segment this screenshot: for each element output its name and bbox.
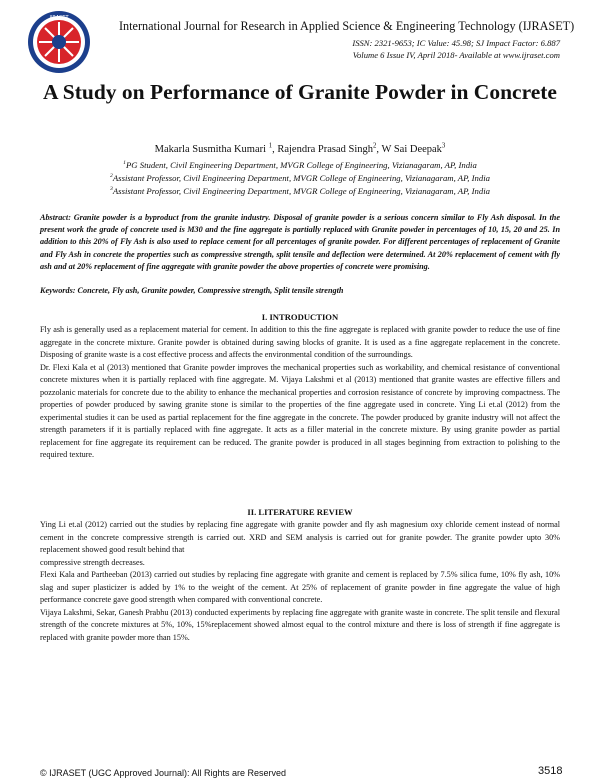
copyright-footer: © IJRASET (UGC Approved Journal): All Rights are Reserved [40,768,287,778]
affiliation [40,173,560,183]
affiliation-text: Assistant Professor, Civil Engineering Department, MVGR College of Engineering, Vizianagaram, AP, India [112,173,490,183]
affiliation-mark: 3 [110,186,113,193]
author-name: W Sai Deepak [381,144,442,155]
literature-review-body [40,519,560,644]
introduction-body [40,324,560,462]
paragraph: Ying Li et.al (2012) carried out the studies by replacing fine aggregate with granite powder and fly ash magnesium oxy chloride cement instead of normal cement in the concrete compressive strength is carried out. XRD and SEM analysis is carried out for granite powder. The granite powder upto 30% replacement showed good result behind that [40,520,560,554]
paragraph: Vijaya Lakshmi, Sekar, Ganesh Prabhu (2013) conducted experiments by replacing fine aggregate with granite waste in concrete. The split tensile and flexural strength of the concrete mixtures at 5%, 10%, 15%replacement showed almost equal to the control mixture and there is loss of strength if fine aggregate is replaced with granite powder more than 15%. [40,607,560,642]
paragraph: compressive strength decreases. [40,557,145,567]
author-name: Makarla Susmitha Kumari [154,144,267,155]
paragraph: Fly ash is generally used as a replacement material for cement. In addition to this the fine aggregate is replaced with granite powder to reduce the use of fine aggregate in the concrete mixture. Granite powder is obtained during sawing blocks of granite. It is used as a fine aggregate replacement in the concrete. Disposing of granite waste is a cost effective process and affects the environmental condition of the surroundings. [40,325,560,359]
paper-title: A Study on Performance of Granite Powder in Concrete [43,80,557,104]
author-list: Makarla Susmitha Kumari $^1$, Rajendra Prasad Singh$^2$, W Sai Deepak$^3$ [154,142,446,155]
journal-logo [27,10,91,74]
section-heading-introduction: I. INTRODUCTION [261,312,339,322]
keywords: Keywords: Concrete, Fly ash, Granite powder, Compressive strength, Split tensile strength [40,286,344,295]
affiliation [40,160,560,170]
author-mark: 3 [441,142,446,150]
volume-line: Volume 6 Issue IV, April 2018- Available at www.ijraset.com [352,50,560,60]
affiliation-text: Assistant Professor, Civil Engineering Department, MVGR College of Engineering, Vizianagaram, AP, India [112,186,490,196]
affiliation [40,186,560,196]
affiliation-text: PG Student, Civil Engineering Department, MVGR College of Engineering, Vizianagaram, AP, India [125,160,477,170]
paragraph: Dr. Flexi Kala et al (2013) mentioned that Granite powder improves the mechanical properties such as workability, and chemical resistance of conventional concrete mixtures when it is partially replaced with fine aggregate. M. Vijaya Lakshmi et al (2013) mentioned that granite wastes are effective fillers and pozzolanic materials for concrete due to the ability to enhance the mechanical properties and corrosion resistance of concrete by improving compactness. The properties of powder produced by sawing granite stone is similar to the properties of the fine aggregate used in concrete. Ying Li et.al (2012) from the experimental studies it can be used as partial replacement for the fine aggregate in the concrete. The powder produced by granite industry will not affect the strength parameters if it is partially replaced with fine aggregate. It acts as a filler material in the concrete mixture. By using granite powder as partial replacement for fine aggregate its requirement can be reduced. The granite powder is produced in all stages beginning from extraction to polishing to the required texture. [40,362,560,459]
paragraph: Flexi Kala and Partheeban (2013) carried out studies by replacing fine aggregate with granite and cement is replaced by 7.5% silica fume, 10% fly ash, 10% slag and super plasticizer is added by 1% to the weight of the cement. At 25% of replacement of granite powder in fine aggregate the value of high performance concrete gave good strength when compared with conventional concrete. [40,570,560,604]
abstract: Abstract: Granite powder is a byproduct from the granite industry. Disposal of granite powder is a serious concern similar to Fly Ash disposal. In the present work the grade of concrete used is M30 and the fine aggregate is partially replaced with Granite powder in percentages of 10, 15, 20 and 25. In addition to this 20% of Fly Ash is also used to replace cement for all percentages of granite powder. For different percentages of replacement of Granite and Fly Ash in concrete the properties such as compressive strength, split tensile and deflection were determined. At 20% replacement of cement with fly ash and at 20% replacement of fine aggregate with granite powder the above properties of concrete were promising. [40,213,560,271]
author-mark: 1 [268,142,273,150]
affiliation-mark: 1 [123,160,126,167]
page-number: 3518 [538,765,563,777]
author-name: Rajendra Prasad Singh [277,144,373,155]
journal-name: International Journal for Research in Applied Science & Engineering Technology (IJRASET) [119,19,575,33]
section-heading-literature-review: II. LITERATURE REVIEW [247,507,353,517]
logo-text: IJRASET [49,15,69,21]
issn-line: ISSN: 2321-9653; IC Value: 45.98; SJ Impact Factor: 6.887 [352,38,560,48]
affiliation-mark: 2 [110,173,113,180]
author-mark: 2 [373,142,377,150]
